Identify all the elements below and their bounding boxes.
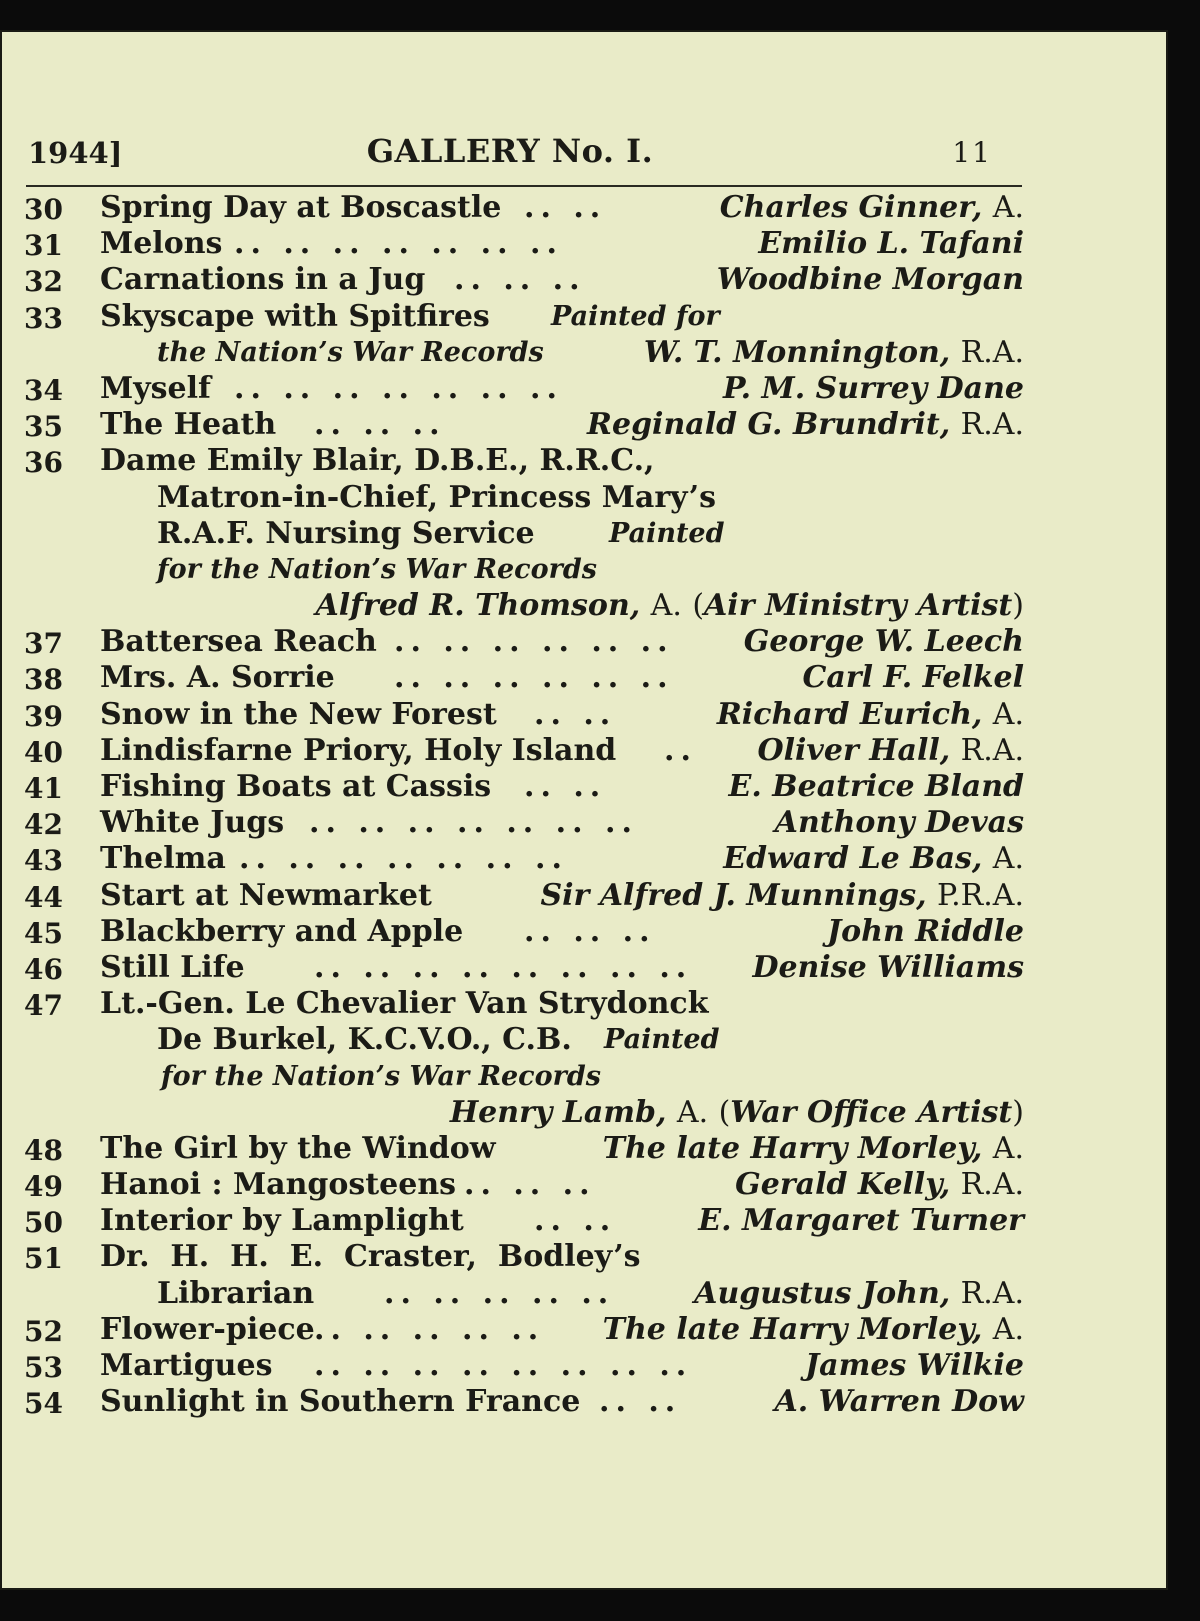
entry-title-continuation: De Burkel, K.C.V.O., C.B. — [157, 1022, 572, 1058]
entry-leader: .. .. .. .. .. .. — [394, 660, 674, 696]
entry-continuation: the Nation’s War Records — [157, 336, 544, 368]
header-rule — [26, 185, 1022, 187]
entry-title: Martigues — [100, 1348, 273, 1383]
entry-title: Lt.-Gen. Le Chevalier Van Strydonck — [100, 986, 709, 1022]
entry-number: 39 — [24, 699, 63, 733]
entry-leader: .. .. .. .. .. .. .. — [234, 226, 563, 262]
entry-artist: George W. Leech — [743, 624, 1024, 660]
entry-number: 48 — [24, 1133, 63, 1167]
entry-artist: A. Warren Dow — [774, 1384, 1024, 1420]
entry-number: 42 — [24, 808, 63, 842]
entry-leader: .. .. .. — [454, 262, 586, 298]
page-header — [28, 130, 992, 180]
entry-title: The Girl by the Window — [100, 1130, 496, 1166]
entry-artist: Charles Ginner, A. — [719, 190, 1024, 225]
entry-artist: John Riddle — [826, 913, 1024, 949]
entry-row — [24, 986, 1024, 1022]
entry-continuation-row — [24, 516, 1024, 552]
entry-leader: .. .. .. .. .. .. .. .. — [314, 949, 693, 985]
entry-leader: .. .. .. .. .. .. .. — [234, 370, 563, 406]
entry-title-continuation: Librarian — [157, 1275, 315, 1311]
entry-leader: .. .. .. .. .. .. .. — [239, 841, 568, 877]
entry-artist: E. Margaret Turner — [698, 1203, 1024, 1239]
entry-artist: The late Harry Morley, A. — [602, 1311, 1024, 1347]
entry-row — [24, 443, 1024, 479]
entry-row — [24, 1167, 1024, 1203]
entry-artist: Oliver Hall, R.A. — [757, 732, 1024, 768]
entry-title: White Jugs — [100, 805, 285, 841]
entry-leader: .. .. .. .. .. — [314, 1311, 545, 1347]
entry-row — [24, 1348, 1024, 1384]
entry-leader: .. — [664, 732, 697, 768]
entry-title: Dame Emily Blair, D.B.E., R.R.C., — [100, 443, 655, 479]
entry-row — [24, 878, 1024, 914]
entry-title: Thelma — [100, 841, 226, 877]
entry-row — [24, 841, 1024, 877]
entry-artist: Denise Williams — [752, 949, 1024, 985]
entry-artist: Reginald G. Brundrit, R.A. — [587, 407, 1024, 443]
entry-artist: James Wilkie — [804, 1348, 1024, 1383]
entry-leader: .. .. .. .. .. — [384, 1275, 615, 1311]
entry-row — [24, 1239, 1024, 1275]
entry-leader: .. .. .. — [314, 407, 446, 443]
entry-number: 32 — [24, 265, 63, 299]
entry-row — [24, 805, 1024, 841]
entry-title: Still Life — [100, 949, 245, 985]
entry-number: 30 — [24, 193, 63, 226]
entry-title: Carnations in a Jug — [100, 262, 426, 298]
entry-continuation: for the Nation’s War Records — [161, 1060, 601, 1092]
entry-title: Flower-piece — [100, 1311, 315, 1347]
entry-artist: Sir Alfred J. Munnings, P.R.A. — [540, 877, 1024, 913]
entry-title: Battersea Reach — [100, 624, 377, 660]
entry-leader: .. .. — [534, 1203, 617, 1239]
entry-note: Painted — [604, 1024, 720, 1056]
entry-row — [24, 1131, 1024, 1167]
entry-leader: .. .. — [524, 190, 607, 225]
entry-artist: Woodbine Morgan — [716, 262, 1024, 298]
entry-row — [24, 733, 1024, 769]
entry-row — [24, 262, 1024, 298]
entry-row — [24, 914, 1024, 950]
entry-number: 35 — [24, 410, 63, 444]
entry-artist: P. M. Surrey Dane — [723, 370, 1024, 406]
entry-continuation-row — [24, 1095, 1024, 1131]
entry-title: The Heath — [100, 407, 277, 443]
entry-number: 43 — [24, 844, 63, 878]
entry-row — [24, 1384, 1024, 1420]
entry-row — [24, 624, 1024, 660]
entry-number: 53 — [24, 1351, 63, 1384]
entry-leader: .. .. — [534, 696, 617, 732]
entry-row — [24, 660, 1024, 696]
entry-leader: .. .. — [599, 1384, 682, 1420]
entry-continuation: for the Nation’s War Records — [157, 553, 597, 585]
entry-row — [24, 769, 1024, 805]
entry-number: 46 — [24, 952, 63, 986]
entry-artist: Richard Eurich, A. — [716, 696, 1024, 732]
header-year: 1944] — [28, 136, 123, 170]
entry-title: Mrs. A. Sorrie — [100, 660, 335, 696]
entry-number: 31 — [24, 229, 63, 263]
header-page-number: 11 — [952, 136, 992, 169]
entry-row — [24, 226, 1024, 262]
entry-number: 36 — [24, 446, 63, 480]
entry-number: 41 — [24, 772, 63, 805]
entry-note: Painted for — [551, 300, 720, 332]
entry-leader: .. .. .. — [464, 1167, 596, 1203]
entry-continuation-row — [24, 1059, 1024, 1095]
entry-row — [24, 299, 1024, 335]
entry-note: Painted — [609, 517, 725, 549]
entry-number: 34 — [24, 373, 63, 407]
entry-title: Lindisfarne Priory, Holy Island — [100, 732, 617, 768]
entry-continuation-row — [24, 552, 1024, 588]
entry-row — [24, 697, 1024, 733]
entry-number: 44 — [24, 880, 63, 914]
entry-title: Dr. H. H. E. Craster, Bodley’s — [100, 1239, 641, 1275]
entry-row — [24, 1203, 1024, 1239]
entry-number: 49 — [24, 1170, 63, 1204]
entry-title: Hanoi : Mangosteens — [100, 1167, 457, 1203]
entry-title: Spring Day at Boscastle — [100, 190, 502, 225]
entry-leader: .. .. .. .. .. .. — [394, 624, 674, 660]
entry-number: 52 — [24, 1314, 63, 1348]
entry-row — [24, 1312, 1024, 1348]
entry-number: 38 — [24, 663, 63, 697]
entry-artist: Henry Lamb, A. (War Office Artist) — [449, 1094, 1024, 1130]
entry-title: Skyscape with Spitfires — [100, 298, 490, 334]
entry-artist: Anthony Devas — [774, 805, 1024, 841]
entry-number: 45 — [24, 916, 63, 950]
entry-continuation-row — [24, 1276, 1024, 1312]
entry-artist: Alfred R. Thomson, A. (Air Ministry Artist) — [315, 588, 1024, 624]
entry-leader: .. .. .. .. .. .. .. .. — [314, 1348, 693, 1383]
entry-number: 47 — [24, 989, 63, 1023]
entry-artist: Carl F. Felkel — [802, 660, 1024, 696]
entry-title: Start at Newmarket — [100, 877, 432, 913]
entry-leader: .. .. .. — [524, 913, 656, 949]
entry-artist: Edward Le Bas, A. — [723, 841, 1024, 877]
entry-number: 33 — [24, 301, 63, 335]
entries-list — [24, 190, 1024, 1420]
entry-continuation-row — [24, 335, 1024, 371]
entry-artist: Gerald Kelly, R.A. — [735, 1167, 1024, 1203]
entry-row — [24, 190, 1024, 226]
entry-title: Snow in the New Forest — [100, 696, 497, 732]
entry-number: 54 — [24, 1387, 63, 1421]
entry-row — [24, 371, 1024, 407]
catalogue-page — [0, 30, 1168, 1590]
entry-number: 40 — [24, 735, 63, 769]
entry-title-continuation: R.A.F. Nursing Service — [157, 515, 535, 551]
entry-number: 50 — [24, 1206, 63, 1240]
entry-title: Melons — [100, 226, 223, 262]
entry-leader: .. .. .. .. .. .. .. — [309, 805, 638, 841]
entry-continuation-row — [24, 588, 1024, 624]
entry-title: Interior by Lamplight — [100, 1203, 464, 1239]
entry-leader: .. .. — [524, 769, 607, 804]
entry-artist: Augustus John, R.A. — [694, 1275, 1024, 1311]
entry-title: Blackberry and Apple — [100, 913, 464, 949]
entry-continuation-row — [24, 480, 1024, 516]
entry-number: 51 — [24, 1242, 63, 1276]
entry-number: 37 — [24, 627, 63, 661]
entry-title: Fishing Boats at Cassis — [100, 769, 492, 804]
entry-row — [24, 950, 1024, 986]
entry-artist: E. Beatrice Bland — [728, 769, 1024, 804]
entry-row — [24, 407, 1024, 443]
entry-title: Sunlight in Southern France — [100, 1384, 581, 1420]
entry-artist: The late Harry Morley, A. — [602, 1130, 1024, 1166]
entry-title: Myself — [100, 370, 211, 406]
entry-continuation-row — [24, 1022, 1024, 1058]
entry-artist: W. T. Monnington, R.A. — [643, 334, 1024, 370]
entry-artist: Emilio L. Tafani — [758, 226, 1024, 262]
header-title: GALLERY No. I. — [366, 132, 654, 170]
entry-title-continuation: Matron-in-Chief, Princess Mary’s — [157, 479, 717, 515]
